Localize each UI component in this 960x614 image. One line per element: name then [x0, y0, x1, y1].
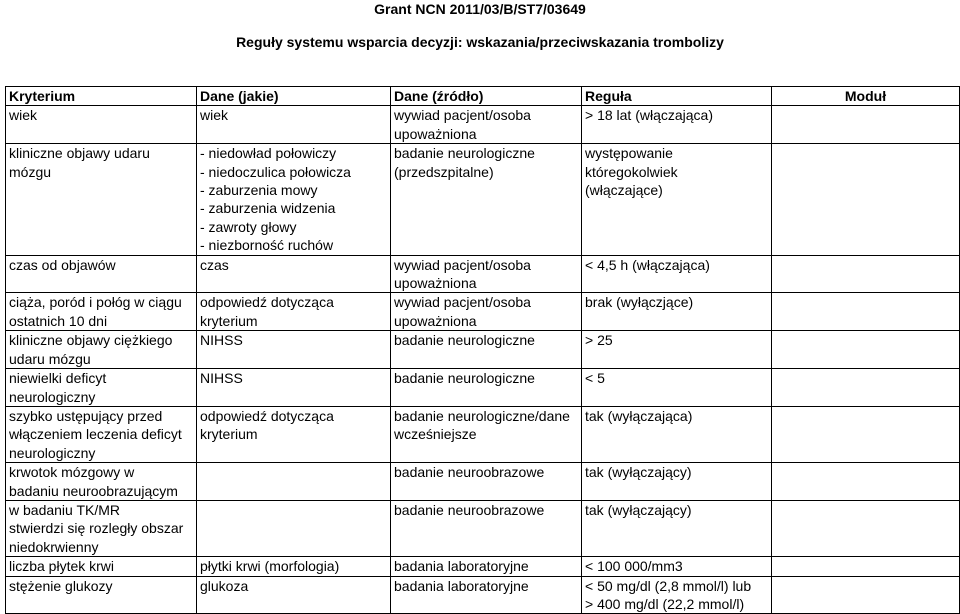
cell-kryterium: krwotok mózgowy w badaniu neuroobrazującym — [6, 463, 197, 501]
cell-modul — [772, 293, 960, 331]
cell-regula: występowanie któregokolwiek (włączające) — [582, 144, 772, 255]
table-row — [6, 293, 960, 331]
cell-kryterium: kliniczne objawy udaru mózgu — [6, 144, 197, 255]
cell-regula: brak (wyłączjące) — [582, 293, 772, 331]
cell-regula: tak (wyłączający) — [582, 500, 772, 556]
cell-kryterium: czas od objawów — [6, 255, 197, 293]
cell-kryterium: liczba płytek krwi — [6, 557, 197, 576]
table-row — [6, 255, 960, 293]
cell-regula: > 18 lat (włączająca) — [582, 106, 772, 144]
cell-kryterium: stężenie glukozy — [6, 576, 197, 614]
cell-dane-jakie: glukoza — [197, 576, 391, 614]
rules-table — [5, 86, 960, 614]
cell-dane-zrodlo: badania laboratoryjne — [391, 576, 582, 614]
cell-dane-jakie: płytki krwi (morfologia) — [197, 557, 391, 576]
cell-dane-zrodlo: badanie neuroobrazowe — [391, 463, 582, 501]
cell-modul — [772, 369, 960, 407]
table-row — [6, 406, 960, 462]
cell-regula: tak (wyłączająca) — [582, 406, 772, 462]
header-dane-jakie: Dane (jakie) — [197, 87, 391, 106]
cell-dane-zrodlo: badanie neurologiczne/dane wcześniejsze — [391, 406, 582, 462]
cell-dane-jakie: czas — [197, 255, 391, 293]
cell-dane-zrodlo: badanie neurologiczne (przedszpitalne) — [391, 144, 582, 255]
header-regula: Reguła — [582, 87, 772, 106]
header-kryterium: Kryterium — [6, 87, 197, 106]
cell-regula: < 5 — [582, 369, 772, 407]
cell-dane-zrodlo: wywiad pacjent/osoba upoważniona — [391, 293, 582, 331]
cell-dane-zrodlo: wywiad pacjent/osoba upoważniona — [391, 255, 582, 293]
cell-kryterium: niewielki deficyt neurologiczny — [6, 369, 197, 407]
cell-kryterium: kliniczne objawy ciężkiego udaru mózgu — [6, 331, 197, 369]
cell-modul — [772, 406, 960, 462]
table-row — [6, 331, 960, 369]
cell-dane-jakie: NIHSS — [197, 331, 391, 369]
cell-modul — [772, 463, 960, 501]
cell-modul — [772, 106, 960, 144]
cell-modul — [772, 144, 960, 255]
cell-dane-zrodlo: wywiad pacjent/osoba upoważniona — [391, 106, 582, 144]
cell-modul — [772, 557, 960, 576]
cell-dane-jakie — [197, 500, 391, 556]
header-modul: Moduł — [772, 87, 960, 106]
cell-dane-zrodlo: badanie neurologiczne — [391, 369, 582, 407]
table-header-row — [6, 87, 960, 106]
cell-dane-jakie: odpowiedź dotycząca kryterium — [197, 406, 391, 462]
cell-modul — [772, 500, 960, 556]
cell-kryterium: w badaniu TK/MR stwierdzi się rozległy obszar niedokrwienny — [6, 500, 197, 556]
cell-regula: < 4,5 h (włączająca) — [582, 255, 772, 293]
cell-regula: > 25 — [582, 331, 772, 369]
cell-kryterium: wiek — [6, 106, 197, 144]
cell-regula: < 100 000/mm3 — [582, 557, 772, 576]
cell-modul — [772, 331, 960, 369]
cell-dane-jakie: - niedowład połowiczy - niedoczulica połowicza - zaburzenia mowy - zaburzenia widzenia - zawroty głowy - niezborność ruchów — [197, 144, 391, 255]
document-subtitle: Reguły systemu wsparcia decyzji: wskazania/przeciwskazania trombolizy — [236, 34, 724, 50]
cell-modul — [772, 576, 960, 614]
table-row — [6, 144, 960, 255]
cell-dane-jakie: NIHSS — [197, 369, 391, 407]
cell-regula: tak (wyłączający) — [582, 463, 772, 501]
cell-dane-jakie — [197, 463, 391, 501]
cell-dane-zrodlo: badanie neurologiczne — [391, 331, 582, 369]
cell-dane-jakie: odpowiedź dotycząca kryterium — [197, 293, 391, 331]
cell-kryterium: ciąża, poród i połóg w ciągu ostatnich 10 dni — [6, 293, 197, 331]
table-row — [6, 369, 960, 407]
table-row — [6, 500, 960, 556]
table-row — [6, 106, 960, 144]
cell-dane-zrodlo: badanie neuroobrazowe — [391, 500, 582, 556]
cell-regula: < 50 mg/dl (2,8 mmol/l) lub > 400 mg/dl (22,2 mmol/l) — [582, 576, 772, 614]
cell-dane-zrodlo: badania laboratoryjne — [391, 557, 582, 576]
table-row — [6, 557, 960, 576]
table-row — [6, 576, 960, 614]
cell-dane-jakie: wiek — [197, 106, 391, 144]
cell-modul — [772, 255, 960, 293]
grant-title: Grant NCN 2011/03/B/ST7/03649 — [374, 1, 586, 17]
table-row — [6, 463, 960, 501]
header-dane-zrodlo: Dane (źródło) — [391, 87, 582, 106]
cell-kryterium: szybko ustępujący przed włączeniem leczenia deficyt neurologiczny — [6, 406, 197, 462]
